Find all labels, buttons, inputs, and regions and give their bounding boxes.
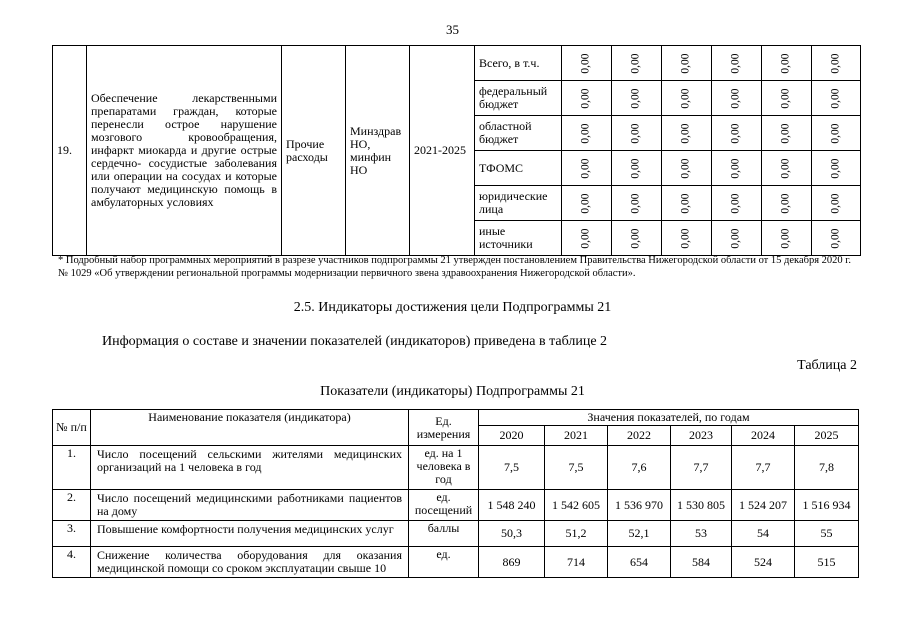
indicator-value: 1 536 970 xyxy=(608,490,671,521)
funding-value: 0,00 xyxy=(680,88,692,109)
row-number: 19. xyxy=(53,46,87,256)
funding-value-cell xyxy=(762,46,812,81)
funding-value: 0,00 xyxy=(680,123,692,144)
funding-value-cell xyxy=(612,46,662,81)
funding-value-cell xyxy=(762,151,812,186)
funding-value: 0,00 xyxy=(829,193,842,214)
indicator-name: Повышение комфортности получения медицинских услуг xyxy=(91,521,409,547)
indicator-value: 54 xyxy=(732,521,795,547)
funding-value-cell xyxy=(662,151,712,186)
indicator-value: 55 xyxy=(795,521,859,547)
source-row xyxy=(53,46,861,81)
indicator-row xyxy=(53,490,859,521)
funding-value-cell xyxy=(562,81,612,116)
indicator-value: 584 xyxy=(671,547,732,578)
indicator-value: 1 548 240 xyxy=(479,490,545,521)
funding-value: 0,00 xyxy=(630,88,642,109)
funding-source: областной бюджет xyxy=(475,116,562,151)
indicator-value: 7,5 xyxy=(545,446,608,490)
funding-value: 0,00 xyxy=(580,193,592,214)
indicator-value: 50,3 xyxy=(479,521,545,547)
funding-value: 0,00 xyxy=(730,53,742,74)
funding-value-cell xyxy=(812,81,861,116)
header-values-by-year: Значения показателей, по годам xyxy=(479,410,859,426)
funding-value: 0,00 xyxy=(730,123,742,144)
funding-value: 0,00 xyxy=(780,123,792,144)
funding-value: 0,00 xyxy=(829,123,842,144)
indicators-table xyxy=(52,409,859,578)
funding-value: 0,00 xyxy=(680,158,692,179)
funding-value: 0,00 xyxy=(580,88,592,109)
header-year: 2020 xyxy=(479,426,545,446)
funding-value-cell xyxy=(712,186,762,221)
indicator-unit: ед. на 1 человека в год xyxy=(409,446,479,490)
funding-value: 0,00 xyxy=(680,193,692,214)
funding-value: 0,00 xyxy=(730,88,742,109)
funding-value: 0,00 xyxy=(630,123,642,144)
indicator-value: 1 530 805 xyxy=(671,490,732,521)
indicator-value: 7,7 xyxy=(732,446,795,490)
funding-value-cell xyxy=(662,186,712,221)
funding-value-cell xyxy=(712,151,762,186)
funding-value: 0,00 xyxy=(730,193,742,214)
funding-value-cell xyxy=(562,151,612,186)
indicator-row xyxy=(53,521,859,547)
funding-value-cell xyxy=(662,46,712,81)
funding-value: 0,00 xyxy=(630,193,642,214)
table-title: Показатели (индикаторы) Подпрограммы 21 xyxy=(320,384,585,399)
indicator-name: Снижение количества оборудования для оказания медицинской помощи со сроком эксплуатации свыше 10 xyxy=(91,547,409,578)
funding-value-cell xyxy=(612,221,662,256)
indicator-unit: ед. посещений xyxy=(409,490,479,521)
indicator-value: 714 xyxy=(545,547,608,578)
funding-value-cell xyxy=(562,116,612,151)
indicator-row xyxy=(53,446,859,490)
funding-value: 0,00 xyxy=(580,228,592,249)
funding-source: федеральный бюджет xyxy=(475,81,562,116)
section-title: 2.5. Индикаторы достижения цели Подпрограммы 21 xyxy=(293,300,612,315)
indicator-value: 7,7 xyxy=(671,446,732,490)
funding-value-cell xyxy=(812,46,861,81)
funding-value: 0,00 xyxy=(630,53,642,74)
indicator-num: 3. xyxy=(53,521,91,547)
funding-value: 0,00 xyxy=(829,88,842,109)
header-year: 2024 xyxy=(732,426,795,446)
funding-source: иные источники xyxy=(475,221,562,256)
indicator-row xyxy=(53,547,859,578)
funding-value-cell xyxy=(612,151,662,186)
funding-value: 0,00 xyxy=(829,228,842,249)
funding-value-cell xyxy=(712,116,762,151)
funding-value-cell xyxy=(612,81,662,116)
funding-value-cell xyxy=(612,186,662,221)
header-year: 2022 xyxy=(608,426,671,446)
indicator-value: 524 xyxy=(732,547,795,578)
program-activities-table xyxy=(52,45,861,256)
info-paragraph: Информация о составе и значении показателей (индикаторов) приведена в таблице 2 xyxy=(102,334,608,349)
indicator-num: 1. xyxy=(53,446,91,490)
executor: Минздрав НО, минфин НО xyxy=(346,46,410,256)
indicator-value: 1 524 207 xyxy=(732,490,795,521)
funding-value: 0,00 xyxy=(730,228,742,249)
indicator-value: 515 xyxy=(795,547,859,578)
indicator-value: 1 516 934 xyxy=(795,490,859,521)
funding-value-cell xyxy=(812,151,861,186)
header-year: 2025 xyxy=(795,426,859,446)
funding-value-cell xyxy=(712,81,762,116)
indicator-value: 7,6 xyxy=(608,446,671,490)
funding-value-cell xyxy=(762,81,812,116)
indicator-value: 7,5 xyxy=(479,446,545,490)
funding-value: 0,00 xyxy=(580,158,592,179)
indicator-name: Число посещений сельскими жителями медицинских организаций на 1 человека в год xyxy=(91,446,409,490)
funding-value: 0,00 xyxy=(730,158,742,179)
funding-value-cell xyxy=(812,116,861,151)
funding-value-cell xyxy=(712,46,762,81)
indicator-value: 1 542 605 xyxy=(545,490,608,521)
header-year: 2021 xyxy=(545,426,608,446)
indicator-num: 4. xyxy=(53,547,91,578)
funding-value: 0,00 xyxy=(680,53,692,74)
funding-value: 0,00 xyxy=(580,123,592,144)
funding-source: юридические лица xyxy=(475,186,562,221)
funding-value: 0,00 xyxy=(780,88,792,109)
header-name: Наименование показателя (индикатора) xyxy=(91,410,409,446)
indicator-num: 2. xyxy=(53,490,91,521)
page-number: 35 xyxy=(446,22,459,37)
activity-description: Обеспечение лекарственными препаратами граждан, которые перенесли острое нарушение мозгового кровообращения, инфаркт миокарда и другие острые сердечно- сосудистые заболевания или операции на сосудах и которые получают медицинскую помощь в амбулаторных условиях xyxy=(87,46,282,256)
funding-value: 0,00 xyxy=(829,53,842,74)
funding-value: 0,00 xyxy=(630,228,642,249)
indicator-unit: ед. xyxy=(409,547,479,578)
funding-value: 0,00 xyxy=(580,53,592,74)
expense-type: Прочие расходы xyxy=(282,46,346,256)
funding-value-cell xyxy=(562,46,612,81)
funding-value-cell xyxy=(812,221,861,256)
funding-value-cell xyxy=(712,221,762,256)
funding-value-cell xyxy=(662,221,712,256)
funding-value-cell xyxy=(612,116,662,151)
footnote: * Подробный набор программных мероприятий в разрезе участников подпрограммы 21 утвержден постановлением Правительства Нижегородской области от 15 декабря 2020 г. № 1029 «Об утверждении региональной программы модернизации первичного звена здравоохранения Нижегородской области». xyxy=(58,255,852,279)
indicator-unit: баллы xyxy=(409,521,479,547)
funding-value-cell xyxy=(762,116,812,151)
indicator-value: 53 xyxy=(671,521,732,547)
table-label: Таблица 2 xyxy=(797,358,857,373)
funding-value: 0,00 xyxy=(780,53,792,74)
indicator-value: 51,2 xyxy=(545,521,608,547)
funding-value-cell xyxy=(662,116,712,151)
indicator-value: 654 xyxy=(608,547,671,578)
funding-value-cell xyxy=(562,186,612,221)
funding-source: ТФОМС xyxy=(475,151,562,186)
funding-source: Всего, в т.ч. xyxy=(475,46,562,81)
indicator-value: 52,1 xyxy=(608,521,671,547)
funding-value: 0,00 xyxy=(780,193,792,214)
funding-value: 0,00 xyxy=(630,158,642,179)
header-unit: Ед. измерения xyxy=(409,410,479,446)
indicator-value: 869 xyxy=(479,547,545,578)
indicator-name: Число посещений медицинскими работниками пациентов на дому xyxy=(91,490,409,521)
funding-value: 0,00 xyxy=(829,158,842,179)
header-num: № п/п xyxy=(53,410,91,446)
funding-value-cell xyxy=(662,81,712,116)
funding-value: 0,00 xyxy=(680,228,692,249)
indicator-value: 7,8 xyxy=(795,446,859,490)
period: 2021-2025 xyxy=(410,46,475,256)
funding-value: 0,00 xyxy=(780,228,792,249)
funding-value: 0,00 xyxy=(780,158,792,179)
funding-value-cell xyxy=(762,186,812,221)
funding-value-cell xyxy=(762,221,812,256)
funding-value-cell xyxy=(562,221,612,256)
funding-value-cell xyxy=(812,186,861,221)
header-year: 2023 xyxy=(671,426,732,446)
